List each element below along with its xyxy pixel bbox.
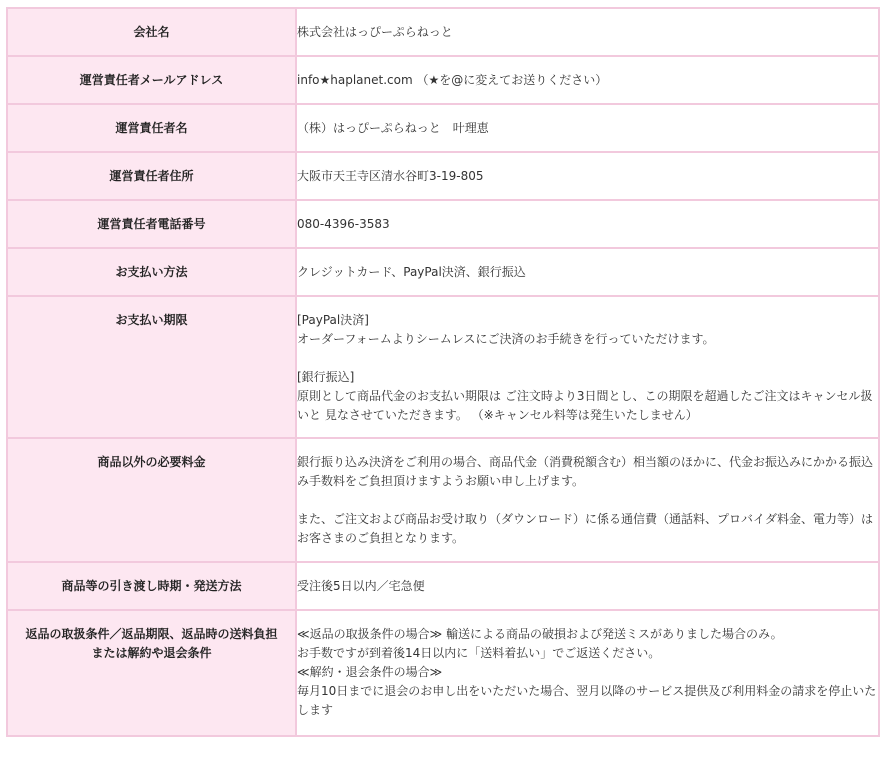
row-label-payment-method: お支払い方法	[7, 248, 296, 296]
returns-text-2: お手数ですが到着後14日以内に「送料着払い」でご返送ください。	[297, 646, 661, 660]
company-info-table	[6, 7, 880, 737]
row-value-returns	[296, 610, 879, 736]
row-value-company: 株式会社はっぴーぷらねっと	[296, 8, 879, 56]
table-row	[7, 562, 879, 610]
row-label-returns	[7, 610, 296, 736]
returns-label-line-1: 返品の取扱条件／返品期限、返品時の送料負担	[25, 627, 278, 641]
row-value-phone: 080-4396-3583	[296, 200, 879, 248]
spacer	[297, 491, 878, 510]
paypal-heading: [PayPal決済]	[297, 313, 369, 327]
table-row	[7, 104, 879, 152]
row-label-company: 会社名	[7, 8, 296, 56]
row-value-email: info★haplanet.com （★を@に変えてお送りください）	[296, 56, 879, 104]
table-row	[7, 56, 879, 104]
bank-text: 原則として商品代金のお支払い期限は ご注文時より3日間とし、この期限を超過したご注文はキャンセル扱いと 見なさせていただきます。 （※キャンセル料等は発生いたしません）	[297, 389, 873, 422]
table-row	[7, 200, 879, 248]
other-fees-text-2: また、ご注文および商品お受け取り（ダウンロード）に係る通信費（通話料、プロバイダ料金、電力等）はお客さまのご負担となります。	[297, 512, 874, 545]
table-row	[7, 152, 879, 200]
row-value-manager: （株）はっぴーぷらねっと 叶理恵	[296, 104, 879, 152]
row-value-address: 大阪市天王寺区清水谷町3-19-805	[296, 152, 879, 200]
bank-heading: [銀行振込]	[297, 370, 355, 384]
row-label-phone: 運営責任者電話番号	[7, 200, 296, 248]
returns-text-3: ≪解約・退会条件の場合≫	[297, 665, 443, 679]
row-label-delivery: 商品等の引き渡し時期・発送方法	[7, 562, 296, 610]
table-row	[7, 296, 879, 438]
row-value-delivery: 受注後5日以内／宅急便	[296, 562, 879, 610]
returns-label-line-2: または解約や退会条件	[91, 646, 212, 660]
row-value-payment-method: クレジットカード、PayPal決済、銀行振込	[296, 248, 879, 296]
row-label-email: 運営責任者メールアドレス	[7, 56, 296, 104]
paypal-text: オーダーフォームよりシームレスにご決済のお手続きを行っていただけます。	[297, 332, 715, 346]
row-label-address: 運営責任者住所	[7, 152, 296, 200]
table-row	[7, 248, 879, 296]
info-table-wrapper	[6, 7, 880, 737]
row-label-other-fees: 商品以外の必要料金	[7, 438, 296, 562]
table-row	[7, 438, 879, 562]
row-label-payment-deadline: お支払い期限	[7, 296, 296, 438]
table-row	[7, 8, 879, 56]
returns-text-1: ≪返品の取扱条件の場合≫ 輸送による商品の破損および発送ミスがありました場合のみ。	[297, 627, 783, 641]
row-value-other-fees	[296, 438, 879, 562]
spacer	[297, 349, 878, 368]
table-row	[7, 610, 879, 736]
row-value-payment-deadline	[296, 296, 879, 438]
row-label-manager: 運営責任者名	[7, 104, 296, 152]
other-fees-text-1: 銀行振り込み決済をご利用の場合、商品代金（消費税額含む）相当額のほかに、代金お振込みにかかる振込み手数料をご負担頂けますようお願い申し上げます。	[297, 455, 874, 488]
returns-text-4: 毎月10日までに退会のお申し出をいただいた場合、翌月以降のサービス提供及び利用料金の請求を停止いたします	[297, 684, 877, 717]
